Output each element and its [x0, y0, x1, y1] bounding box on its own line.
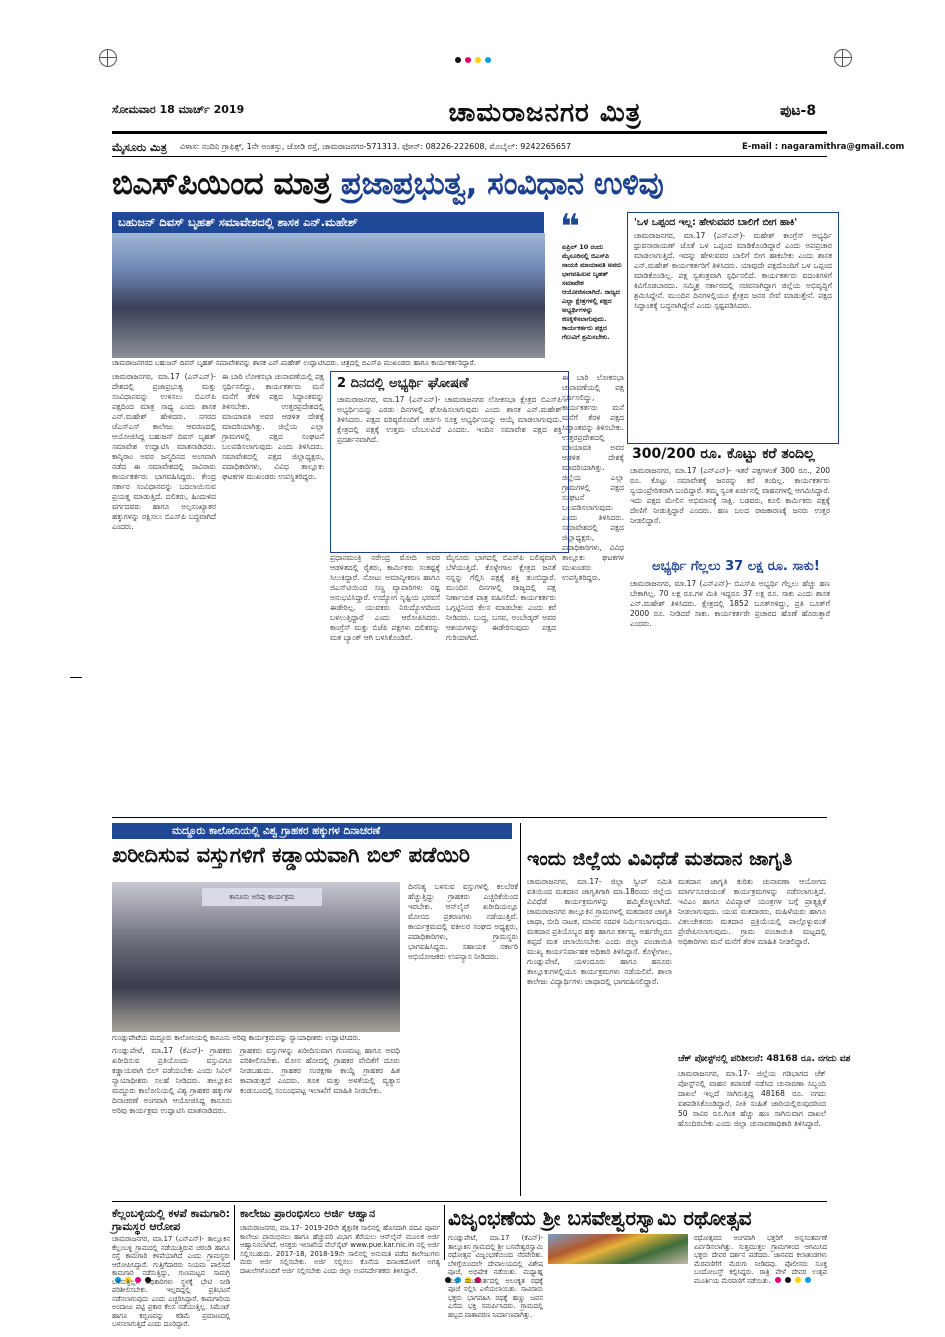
lead-headline — [112, 166, 837, 203]
voting-body-col1: ಚಾಮರಾಜನಗರ, ಮಾ.17- ಜಿಲ್ಲಾ ಸ್ವೀಪ್ ಸಮಿತಿ ವತಿಯಿಂದ ಮತದಾನ ಜಾಗೃತಿಗಾಗಿ ಮಾ.18ರಂದು ಜಿಲ್ಲೆಯ ವಿವಿಧೆಡೆ ಕಾರ್ಯಕ್ರಮಗಳನ್ನು ಹಮ್ಮಿಕೊಳ್ಳಲಾಗಿದೆ. ಚಾಮರಾಜನಗರ ತಾಲ್ಲೂಕಿನ ಗ್ರಾಮಗಳಲ್ಲಿ ಮತದಾರರ ಜಾಗೃತಿ ಜಾಥಾ, ಬೀದಿ ನಾಟಕ, ಮಾನವ ಸರಪಳಿ ನಿರ್ಮಿಸಲಾಗುವುದು. ಮತದಾನ ಪ್ರತಿಯೊಬ್ಬರ ಹಕ್ಕು ಹಾಗೂ ಕರ್ತವ್ಯ. ಅರ್ಹರೆಲ್ಲರೂ ತಪ್ಪದೆ ಮತ ಚಲಾಯಿಸಬೇಕು ಎಂದು ಜಿಲ್ಲಾ ಪಂಚಾಯಿತಿ ಮುಖ್ಯ ಕಾರ್ಯನಿರ್ವಾಹಕ ಅಧಿಕಾರಿ ತಿಳಿಸಿದ್ದಾರೆ. ಕೊಳ್ಳೇಗಾಲ, ಗುಂಡ್ಲುಪೇಟೆ, ಯಳಂದೂರು ಹಾಗೂ ಹನೂರು ತಾಲ್ಲೂಕುಗಳಲ್ಲಿಯೂ ಕಾರ್ಯಕ್ರಮಗಳು ನಡೆಯಲಿವೆ. ಶಾಲಾ ಕಾಲೇಜು ವಿದ್ಯಾರ್ಥಿಗಳು ಜಾಥಾದಲ್ಲಿ ಭಾಗವಹಿಸಲಿದ್ದಾರೆ. — [527, 877, 672, 986]
voting-body-col2: ಮತದಾನ ಜಾಗೃತಿ ಕುರಿತು ಚುನಾವಣಾ ಆಯೋಗದ ಮಾರ್ಗಸೂಚಿಯಂತೆ ಕಾರ್ಯಕ್ರಮಗಳನ್ನು ನಡೆಸಲಾಗುತ್ತಿದೆ. ಇವಿಎಂ ಹಾಗೂ ವಿವಿಪ್ಯಾಟ್ ಯಂತ್ರಗಳ ಬಗ್ಗೆ ಪ್ರಾತ್ಯಕ್ಷಿಕೆ ನೀಡಲಾಗುವುದು. ಯುವ ಮತದಾರರು, ಮಹಿಳೆಯರು ಹಾಗೂ ವಿಕಲಚೇತನರು ಮತದಾನ ಪ್ರಕ್ರಿಯೆಯಲ್ಲಿ ಪಾಲ್ಗೊಳ್ಳುವಂತೆ ಪ್ರೇರೇಪಿಸಲಾಗುವುದು. ಗ್ರಾಮ ಪಂಚಾಯಿತಿ ಮಟ್ಟದಲ್ಲಿ ಅಧಿಕಾರಿಗಳು ಮನೆ ಮನೆಗೆ ತೆರಳಿ ಮಾಹಿತಿ ನೀಡಲಿದ್ದಾರೆ. — [678, 877, 826, 946]
masthead-rule — [112, 131, 827, 134]
second-headline: ಖರೀದಿಸುವ ವಸ್ತುಗಳಿಗೆ ಕಡ್ಡಾಯವಾಗಿ ಬಿಲ್ ಪಡೆಯಿರಿ — [112, 843, 470, 867]
second-body-col1: ಗುಂಡ್ಲುಪೇಟೆ, ಮಾ.17 (ಕೆಎನ್)- ಗ್ರಾಹಕರು ಖರೀದಿಸುವ ಪ್ರತಿಯೊಂದು ವಸ್ತುವಿಗೂ ಕಡ್ಡಾಯವಾಗಿ ಬಿಲ್ ಪಡೆಯಬೇಕು ಎಂದು ಸಿವಿಲ್ ನ್ಯಾಯಾಧೀಶರು ಸಲಹೆ ನೀಡಿದರು. ತಾಲ್ಲೂಕಿನ ಮದ್ದೂರು ಕಾಲೋನಿಯಲ್ಲಿ ವಿಶ್ವ ಗ್ರಾಹಕರ ಹಕ್ಕುಗಳ ದಿನಾಚರಣೆ ಅಂಗವಾಗಿ ಆಯೋಜಿಸಿದ್ದ ಕಾನೂನು ಅರಿವು ಕಾರ್ಯಕ್ರಮ ಉದ್ಘಾಟಿಸಿ ಮಾತನಾಡಿದರು. — [112, 1046, 232, 1115]
color-dots — [455, 48, 495, 67]
lead-headline-part2: ಪ್ರಜಾಪ್ರಭುತ್ವ, ಸಂವಿಧಾನ ಉಳಿವು — [340, 166, 664, 202]
quote-mark-icon: ❝ — [560, 207, 580, 247]
contact-email: E-mail : nagaramithra@gmail.com — [742, 142, 905, 152]
second-kicker-bar — [112, 823, 512, 839]
divider — [112, 817, 827, 818]
column-rule — [444, 1205, 445, 1260]
page-number: ಪುಟ-8 — [780, 103, 817, 119]
lead-headline-part1: ಬಿಎಸ್‌ಪಿಯಿಂದ ಮಾತ್ರ — [112, 166, 331, 202]
second-photo — [112, 882, 400, 1032]
story1-title: ಕೆಲ್ಲಂಬಳ್ಳಿಯಲ್ಲಿ ಕಳಪೆ ಕಾಮಗಾರಿ: ಗ್ರಾಮಸ್ಥರ ಆರೋಪ — [112, 1207, 230, 1233]
story3-title: ವಿಜೃಂಭಣೆಯ ಶ್ರೀ ಬಸವೇಶ್ವರಸ್ವಾಮಿ ರಥೋತ್ಸವ — [448, 1206, 752, 1230]
lead-kicker: ಬಹುಜನ್ ದಿವಸ್ ಬೃಹತ್ ಸಮಾವೇಶದಲ್ಲಿ ಶಾಸಕ ಎನ್.ಮಹೇಶ್ — [112, 212, 544, 233]
cash-box-title: ಚೆಕ್ ಪೋಸ್ಟ್‌ನಲ್ಲಿ ಪರಿಶೀಲನೆ: 48168 ರೂ. ನಗದು ವಶ — [678, 1054, 851, 1064]
story2-title: ಕಾಲೇಜು ಪ್ರಾರಂಭಿಸಲು ಅರ್ಜಿ ಆಹ್ವಾನ — [240, 1207, 376, 1220]
second-kicker: ಮದ್ದೂರು ಕಾಲೋನಿಯಲ್ಲಿ ವಿಶ್ವ ಗ್ರಾಹಕರ ಹಕ್ಕುಗಳ ದಿನಾಚರಣೆ — [172, 825, 381, 837]
story2-body: ಚಾಮರಾಜನಗರ, ಮಾ.17- 2019-20ನೇ ಶೈಕ್ಷಣಿಕ ಸಾಲಿನಲ್ಲಿ ಹೊಸದಾಗಿ ಪದವಿ ಪೂರ್ವ ಕಾಲೇಜು ಪ್ರಾರಂಭಿಸಲು ಹಾಗೂ ಹೆಚ್ಚುವರಿ ವಿಭಾಗ ತೆರೆಯಲು ಆನ್‌ಲೈನ್ ಮೂಲಕ ಅರ್ಜಿ ಆಹ್ವಾನಿಸಲಾಗಿದೆ. ಆಸಕ್ತರು ಇಲಾಖೆಯ ವೆಬ್‌ಸೈಟ್ www.pue.kar.nic.in ನಲ್ಲಿ ಅರ್ಜಿ ಸಲ್ಲಿಸಬಹುದು. 2017-18, 2018-19ನೇ ಸಾಲಿನಲ್ಲಿ ಅನುಮತಿ ಪಡೆದ ಕಾಲೇಜುಗಳು ಮರು ಅರ್ಜಿ ಸಲ್ಲಿಸಬೇಕು. ಅರ್ಜಿ ಸಲ್ಲಿಸಲು ಕೊನೆಯ ದಿನಾಂಕದೊಳಗೆ ಅಗತ್ಯ ದಾಖಲೆಗಳೊಂದಿಗೆ ಅರ್ಜಿ ಸಲ್ಲಿಸಬೇಕು ಎಂದು ಜಿಲ್ಲಾ ಉಪನಿರ್ದೇಶಕರು ತಿಳಿಸಿದ್ದಾರೆ. — [240, 1224, 440, 1275]
no-deal-title: 'ಒಳ ಒಪ್ಪಂದ ಇಲ್ಲ: ಹೇಳುವವರ ಬಾಲಿಗೆ ಬೀಗ ಹಾಕಿ' — [634, 217, 798, 228]
publisher-address: ವಿಳಾಸ: ನಂದಿನಿ ಗ್ರಾಫಿಕ್ಸ್, 1ನೇ ಅಂತಸ್ತು, ಜೋಡಿ ರಸ್ತೆ, ಚಾಮರಾಜನಗರ-571313. ಫೋನ್: 08226-222608, ಮೊಬೈಲ್: 9242265657 — [180, 142, 572, 151]
story1-body: ಚಾಮರಾಜನಗರ, ಮಾ.17 (ಎನ್‌ಎನ್)- ತಾಲ್ಲೂಕಿನ ಕೆಲ್ಲಂಬಳ್ಳಿ ಗ್ರಾಮದಲ್ಲಿ ನಡೆಯುತ್ತಿರುವ ಚರಂಡಿ ಹಾಗೂ ರಸ್ತೆ ಕಾಮಗಾರಿ ಕಳಪೆಯಾಗಿದೆ ಎಂದು ಗ್ರಾಮಸ್ಥರು ಆರೋಪಿಸಿದ್ದಾರೆ. ಗುತ್ತಿಗೆದಾರರು ನಿಯಮ ಪಾಲಿಸದೆ ಕಾಮಗಾರಿ ನಡೆಸುತ್ತಿದ್ದು, ಗುಣಮಟ್ಟದ ಸಾಮಗ್ರಿ ಬಳಸುತ್ತಿಲ್ಲ. ಅಧಿಕಾರಿಗಳು ಸ್ಥಳಕ್ಕೆ ಭೇಟಿ ನೀಡಿ ಪರಿಶೀಲಿಸಬೇಕು. ಇಲ್ಲದಿದ್ದಲ್ಲಿ ಪ್ರತಿಭಟನೆ ನಡೆಸಲಾಗುವುದು ಎಂದು ಎಚ್ಚರಿಸಿದ್ದಾರೆ. ಕಾಮಗಾರಿಯ ಅಂದಾಜು ಪಟ್ಟಿ ಪ್ರಕಾರ ಕೆಲಸ ನಡೆಯುತ್ತಿಲ್ಲ. ಸಿಮೆಂಟ್ ಹಾಗೂ ಕಬ್ಬಿಣವನ್ನು ಕಡಿಮೆ ಪ್ರಮಾಣದಲ್ಲಿ ಬಳಸಲಾಗುತ್ತಿದೆ ಎಂದು ದೂರಿದ್ದಾರೆ. — [112, 1235, 230, 1328]
chariot-photo — [548, 1234, 688, 1264]
lead-body-col2: ಈ ಬಾರಿ ಲೋಕಸಭಾ ಚುನಾವಣೆಯಲ್ಲಿ ಪಕ್ಷ ಸ್ಪರ್ಧಿಸಲಿದ್ದು, ಕಾರ್ಯಕರ್ತರು ಮನೆ ಮನೆಗೆ ತೆರಳಿ ಪಕ್ಷದ ಸಿದ್ಧಾಂತವನ್ನು ತಿಳಿಸಬೇಕು. ಉತ್ತರಪ್ರದೇಶದಲ್ಲಿ ಮಾಯಾವತಿ ಅವರ ಆಡಳಿತ ದೇಶಕ್ಕೆ ಮಾದರಿಯಾಗಿತ್ತು. ಜಿಲ್ಲೆಯ ಎಲ್ಲಾ ಗ್ರಾಮಗಳಲ್ಲಿ ಪಕ್ಷದ ಸಂಘಟನೆ ಬಲಪಡಿಸಲಾಗುವುದು ಎಂದು ತಿಳಿಸಿದರು. ಸಮಾವೇಶದಲ್ಲಿ ಪಕ್ಷದ ಜಿಲ್ಲಾಧ್ಯಕ್ಷರು, ಪದಾಧಿಕಾರಿಗಳು, ವಿವಿಧ ತಾಲ್ಲೂಕು ಘಟಕಗಳ ಮುಖಂಡರು ಉಪಸ್ಥಿತರಿದ್ದರು. — [222, 372, 324, 481]
crop-mark — [70, 677, 82, 678]
voting-headline: ಇಂದು ಜಿಲ್ಲೆಯ ವಿವಿಧೆಡೆ ಮತದಾನ ಜಾಗೃತಿ — [527, 848, 793, 870]
lead-photo — [112, 233, 545, 358]
budget-box-body: ಚಾಮರಾಜನಗರ, ಮಾ.17 (ಎನ್‌ಎನ್)- ಬಿಎಸ್‌ಪಿ ಅಭ್ಯರ್ಥಿ ಗೆಲ್ಲಲು ಹೆಚ್ಚು ಹಣ ಬೇಕಾಗಿಲ್ಲ. 70 ಲಕ್ಷ ರೂ.ಗಳ ಮಿತಿ ಇದ್ದರೂ 37 ಲಕ್ಷ ರೂ. ಸಾಕು ಎಂದು ಶಾಸಕ ಎನ್.ಮಹೇಶ್ ತಿಳಿಸಿದರು. ಕ್ಷೇತ್ರದಲ್ಲಿ 1852 ಬೂತ್‌ಗಳಿದ್ದು, ಪ್ರತಿ ಬೂತ್‌ಗೆ 2000 ರೂ. ನೀಡಿದರೆ ಸಾಕು. ಕಾರ್ಯಕರ್ತರೇ ಪ್ರಚಾರದ ಹೊಣೆ ಹೊರುತ್ತಾರೆ ಎಂದರು. — [630, 579, 830, 628]
registration-mark-icon — [834, 49, 852, 67]
registration-mark-icon — [99, 49, 117, 67]
cash-box-body: ಚಾಮರಾಜನಗರ, ಮಾ.17- ಜಿಲ್ಲೆಯ ಗಡಿಭಾಗದ ಚೆಕ್ ಪೋಸ್ಟ್‌ನಲ್ಲಿ ವಾಹನ ತಪಾಸಣೆ ನಡೆಸಿದ ಚುನಾವಣಾ ಸಿಬ್ಬಂದಿ ದಾಖಲೆ ಇಲ್ಲದೆ ಸಾಗಿಸುತ್ತಿದ್ದ 48168 ರೂ. ನಗದು ವಶಪಡಿಸಿಕೊಂಡಿದ್ದಾರೆ. ನೀತಿ ಸಂಹಿತೆ ಜಾರಿಯಲ್ಲಿರುವುದರಿಂದ 50 ಸಾವಿರ ರೂ.ಗಿಂತ ಹೆಚ್ಚು ಹಣ ಸಾಗಿಸುವಾಗ ದಾಖಲೆ ಹೊಂದಿರಬೇಕು ಎಂದು ಜಿಲ್ಲಾ ಚುನಾವಣಾಧಿಕಾರಿ ತಿಳಿಸಿದ್ದಾರೆ. — [678, 1069, 826, 1128]
lead-body-col5: ಈ ಬಾರಿ ಲೋಕಸಭಾ ಚುನಾವಣೆಯಲ್ಲಿ ಪಕ್ಷ ಸ್ಪರ್ಧಿಸಲಿದ್ದು, ಕಾರ್ಯಕರ್ತರು ಮನೆ ಮನೆಗೆ ತೆರಳಿ ಪಕ್ಷದ ಸಿದ್ಧಾಂತವನ್ನು ತಿಳಿಸಬೇಕು. ಉತ್ತರಪ್ರದೇಶದಲ್ಲಿ ಮಾಯಾವತಿ ಅವರ ಆಡಳಿತ ದೇಶಕ್ಕೆ ಮಾದರಿಯಾಗಿತ್ತು. ಜಿಲ್ಲೆಯ ಎಲ್ಲಾ ಗ್ರಾಮಗಳಲ್ಲಿ ಪಕ್ಷದ ಸಂಘಟನೆ ಬಲಪಡಿಸಲಾಗುವುದು ಎಂದು ತಿಳಿಸಿದರು. ಸಮಾವೇಶದಲ್ಲಿ ಪಕ್ಷದ ಜಿಲ್ಲಾಧ್ಯಕ್ಷರು, ಪದಾಧಿಕಾರಿಗಳು, ವಿವಿಧ ತಾಲ್ಲೂಕು ಘಟಕಗಳ ಮುಖಂಡರು ಉಪಸ್ಥಿತರಿದ್ದರು. — [562, 373, 624, 582]
story3-body2: ರಥೋತ್ಸವದ ಅಂಗವಾಗಿ ಭಕ್ತರಿಗೆ ಅನ್ನಸಂತರ್ಪಣೆ ಏರ್ಪಡಿಸಲಾಗಿತ್ತು. ಸುತ್ತಮುತ್ತಲ ಗ್ರಾಮಗಳಿಂದ ಆಗಮಿಸಿದ ಭಕ್ತರು ದೇವರ ದರ್ಶನ ಪಡೆದರು. ಜಾನಪದ ಕಲಾತಂಡಗಳು ಮೆರವಣಿಗೆಗೆ ಮೆರುಗು ನೀಡಿದವು. ಪೊಲೀಸರು ಸೂಕ್ತ ಬಂದೋಬಸ್ತ್ ಕಲ್ಪಿಸಿದ್ದರು. ರಾತ್ರಿ ವೇಳೆ ದೇವರ ಉತ್ಸವ ಮೂರ್ತಿಯ ಮೆರವಣಿಗೆ ನಡೆಯಿತು. — [694, 1234, 827, 1285]
story3-body1: ಗುಂಡ್ಲುಪೇಟೆ, ಮಾ.17 (ಕೆಎನ್)- ತಾಲ್ಲೂಕಿನ ಗ್ರಾಮದಲ್ಲಿ ಶ್ರೀ ಬಸವೇಶ್ವರಸ್ವಾಮಿ ರಥೋತ್ಸವ ವಿಜೃಂಭಣೆಯಿಂದ ನೆರವೇರಿತು. ಬೆಳಿಗ್ಗೆಯಿಂದಲೇ ದೇವಾಲಯದಲ್ಲಿ ವಿಶೇಷ ಪೂಜೆ, ಅಭಿಷೇಕ ನಡೆಯಿತು. ಮಧ್ಯಾಹ್ನ ಶುಭ ಮುಹೂರ್ತದಲ್ಲಿ ಅಲಂಕೃತ ರಥಕ್ಕೆ ಪೂಜೆ ಸಲ್ಲಿಸಿ ಎಳೆಯಲಾಯಿತು. ಸಾವಿರಾರು ಭಕ್ತರು ಭಾಗವಹಿಸಿ ರಥಕ್ಕೆ ಹಣ್ಣು ಜವನ ಎಸೆದು ಭಕ್ತಿ ಸಮರ್ಪಿಸಿದರು. ಗ್ರಾಮದಲ್ಲಿ ಹಬ್ಬದ ವಾತಾವರಣ ನಿರ್ಮಾಣವಾಗಿತ್ತು. — [448, 1234, 543, 1319]
divider — [112, 156, 827, 157]
lead-quote-short: ಏಪ್ರಿಲ್ 10 ರಂದು ಮೈಸೂರಿನಲ್ಲಿ ಬಿಎಸ್‌ಪಿ ನಾಯಕಿ ಮಾಯಾವತಿ ಅವರು ಭಾಗವಹಿಸುವ ಬೃಹತ್ ಸಮಾವೇಶ ಆಯೋಜಿಸಲಾಗಿದೆ. ರಾಜ್ಯದ ಎಲ್ಲಾ ಕ್ಷೇತ್ರಗಳಲ್ಲಿ ಪಕ್ಷದ ಅಭ್ಯರ್ಥಿಗಳನ್ನು ಕಣಕ್ಕಿಳಿಸಲಾಗುವುದು. ಕಾರ್ಯಕರ್ತರು ಪಕ್ಷದ ಗೆಲುವಿಗೆ ಶ್ರಮಿಸಬೇಕು. — [562, 243, 622, 341]
budget-box-title: ಅಭ್ಯರ್ಥಿ ಗೆಲ್ಲಲು 37 ಲಕ್ಷ ರೂ. ಸಾಕು! — [652, 559, 820, 574]
money-box-body: ಚಾಮರಾಜನಗರ, ಮಾ.17 (ಎನ್‌ಎನ್)- ಇತರೆ ಪಕ್ಷಗಳಂತೆ 300 ರೂ., 200 ರೂ. ಕೊಟ್ಟು ಸಮಾವೇಶಕ್ಕೆ ಜನರನ್ನು ಕರೆ ತಂದಿಲ್ಲ. ಕಾರ್ಯಕರ್ತರು ಸ್ವಯಂಪ್ರೇರಿತರಾಗಿ ಬಂದಿದ್ದಾರೆ. ತಮ್ಮ ಸ್ವಂತ ಖರ್ಚಿನಲ್ಲಿ ವಾಹನಗಳಲ್ಲಿ ಆಗಮಿಸಿದ್ದಾರೆ. ಇದು ಪಕ್ಷದ ಮೇಲಿನ ಅಭಿಮಾನಕ್ಕೆ ಸಾಕ್ಷಿ. ಬಡವರು, ಕೂಲಿ ಕಾರ್ಮಿಕರು ಪಕ್ಷಕ್ಕೆ ದೇಣಿಗೆ ನೀಡುತ್ತಿದ್ದಾರೆ ಎಂದರು. ಹಣ ಬಲದ ರಾಜಕಾರಣಕ್ಕೆ ಜನರು ಉತ್ತರ ನೀಡಲಿದ್ದಾರೆ. — [630, 466, 830, 525]
divider — [112, 1201, 827, 1202]
lead-body-col4: ಮೈಸೂರು ಭಾಗದಲ್ಲಿ ಬಿಎಸ್‌ಪಿ ಬಲಿಷ್ಠವಾಗಿ ಬೆಳೆಯುತ್ತಿದೆ. ಕೊಳ್ಳೇಗಾಲ ಕ್ಷೇತ್ರದ ಜನತೆ ನನ್ನನ್ನು ಗೆಲ್ಲಿಸಿ ಪಕ್ಷಕ್ಕೆ ಶಕ್ತಿ ತುಂಬಿದ್ದಾರೆ. ಮುಂದಿನ ದಿನಗಳಲ್ಲಿ ರಾಜ್ಯದಲ್ಲಿ ಪಕ್ಷ ನಿರ್ಣಾಯಕ ಪಾತ್ರ ವಹಿಸಲಿದೆ. ಕಾರ್ಯಕರ್ತರು ಒಗ್ಗಟ್ಟಿನಿಂದ ಕೆಲಸ ಮಾಡಬೇಕು ಎಂದು ಕರೆ ನೀಡಿದರು. ಬುದ್ಧ, ಬಸವ, ಅಂಬೇಡ್ಕರ್ ಅವರ ಆಶಯಗಳನ್ನು ಈಡೇರಿಸುವುದು ಪಕ್ಷದ ಗುರಿಯಾಗಿದೆ. — [446, 553, 556, 642]
candidate-box — [330, 371, 569, 553]
lead-photo-caption: ಚಾಮರಾಜನಗರದ ಬಹುಜನ್ ದಿವಸ್ ಬೃಹತ್ ಸಮಾವೇಶವನ್ನು ಶಾಸಕ ಎನ್.ಮಹೇಶ್ ಉದ್ಘಾಟಿಸಿದರು. ಚಿತ್ರದಲ್ಲಿ ಬಿಎಸ್‌ಪಿ ಮುಖಂಡರು ಹಾಗೂ ಕಾರ್ಯಕರ್ತರಿದ್ದಾರೆ. — [112, 359, 476, 367]
no-deal-body: ಚಾಮರಾಜನಗರ, ಮಾ.17 (ಎನ್‌ಎನ್)- ಮಹೇಶ್ ಕಾಂಗ್ರೆಸ್ ಅಭ್ಯರ್ಥಿ ಧ್ರುವನಾರಾಯಣ್ ಜೊತೆ ಒಳ ಒಪ್ಪಂದ ಮಾಡಿಕೊಂಡಿದ್ದಾರೆ ಎಂದು ಅಪಪ್ರಚಾರ ಮಾಡಲಾಗುತ್ತಿದೆ. ಇದನ್ನು ಹೇಳುವವರ ಬಾಲಿಗೆ ಬೀಗ ಹಾಕಬೇಕು ಎಂದು ಶಾಸಕ ಎನ್.ಮಹೇಶ್ ಕಾರ್ಯಕರ್ತರಿಗೆ ತಿಳಿಸಿದರು. ಯಾವುದೇ ಪಕ್ಷದೊಂದಿಗೆ ಒಳ ಒಪ್ಪಂದ ಮಾಡಿಕೊಂಡಿಲ್ಲ. ಪಕ್ಷ ಸ್ವತಂತ್ರವಾಗಿ ಸ್ಪರ್ಧಿಸಲಿದೆ. ಕಾರ್ಯಕರ್ತರು ವದಂತಿಗಳಿಗೆ ಕಿವಿಗೊಡಬಾರದು. ಸಮ್ಮಿಶ್ರ ಸರ್ಕಾರದಲ್ಲಿ ಸಚಿವನಾಗಿದ್ದಾಗ ಜಿಲ್ಲೆಯ ಅಭಿವೃದ್ಧಿಗೆ ಶ್ರಮಿಸಿದ್ದೇನೆ. ಮುಂದಿನ ದಿನಗಳಲ್ಲಿಯೂ ಕ್ಷೇತ್ರದ ಜನರ ಸೇವೆ ಮಾಡುತ್ತೇನೆ. ಪಕ್ಷದ ಸಿದ್ಧಾಂತಕ್ಕೆ ಬದ್ಧನಾಗಿದ್ದೇನೆ ಎಂದು ಸ್ಪಷ್ಟಪಡಿಸಿದರು. — [634, 231, 832, 310]
second-body-col2: ಗ್ರಾಹಕರು ವಸ್ತುಗಳನ್ನು ಖರೀದಿಸುವಾಗ ಗುಣಮಟ್ಟ ಹಾಗೂ ಅವಧಿ ಪರಿಶೀಲಿಸಬೇಕು. ಮೋಸ ಹೋದಲ್ಲಿ ಗ್ರಾಹಕರ ವೇದಿಕೆಗೆ ದೂರು ನೀಡಬಹುದು. ಗ್ರಾಹಕರ ಸಂರಕ್ಷಣಾ ಕಾಯ್ದೆ ಗ್ರಾಹಕರ ಹಿತ ಕಾಪಾಡುತ್ತದೆ ಎಂದರು. ತೂಕ ಮತ್ತು ಅಳತೆಯಲ್ಲಿ ವ್ಯತ್ಯಾಸ ಕಂಡುಬಂದಲ್ಲಿ ಸಂಬಂಧಪಟ್ಟ ಇಲಾಖೆಗೆ ಮಾಹಿತಿ ನೀಡಬೇಕು. — [240, 1046, 400, 1095]
quote-box — [555, 207, 625, 362]
candidate-box-title: 2 ದಿನದಲ್ಲಿ ಅಭ್ಯರ್ಥಿ ಘೋಷಣೆ — [337, 376, 469, 391]
lead-body-col1: ಚಾಮರಾಜನಗರ, ಮಾ.17 (ಎನ್‌ಎನ್)- ದೇಶದಲ್ಲಿ ಪ್ರಜಾಪ್ರಭುತ್ವ ಮತ್ತು ಸಂವಿಧಾನವನ್ನು ಉಳಿಸಲು ಬಿಎಸ್‌ಪಿ ಪಕ್ಷದಿಂದ ಮಾತ್ರ ಸಾಧ್ಯ ಎಂದು ಶಾಸಕ ಎನ್.ಮಹೇಶ್ ಹೇಳಿದರು. ನಗರದ ಜೆಎಸ್‌ಎಸ್ ಕಾಲೇಜು ಆವರಣದಲ್ಲಿ ಆಯೋಜಿಸಿದ್ದ ಬಹುಜನ್ ದಿವಸ್ ಬೃಹತ್ ಸಮಾವೇಶ ಉದ್ಘಾಟಿಸಿ ಮಾತನಾಡಿದರು. ಕಾನ್ಶಿರಾಂ ಅವರ ಜನ್ಮದಿನದ ಅಂಗವಾಗಿ ನಡೆದ ಈ ಸಮಾವೇಶದಲ್ಲಿ ಸಾವಿರಾರು ಕಾರ್ಯಕರ್ತರು ಭಾಗವಹಿಸಿದ್ದರು. ಕೇಂದ್ರ ಸರ್ಕಾರ ಸಂವಿಧಾನವನ್ನು ಬದಲಾಯಿಸುವ ಪ್ರಯತ್ನ ಮಾಡುತ್ತಿದೆ. ದಲಿತರು, ಹಿಂದುಳಿದ ವರ್ಗದವರು ಹಾಗೂ ಅಲ್ಪಸಂಖ್ಯಾತರ ಹಕ್ಕುಗಳನ್ನು ರಕ್ಷಿಸಲು ಬಿಎಸ್‌ಪಿ ಬದ್ಧವಾಗಿದೆ ಎಂದರು. — [112, 372, 216, 531]
lead-body-col3: ಪ್ರಧಾನಮಂತ್ರಿ ನರೇಂದ್ರ ಮೋದಿ ಅವರ ಆಡಳಿತದಲ್ಲಿ ರೈತರು, ಕಾರ್ಮಿಕರು ಸಂಕಷ್ಟಕ್ಕೆ ಸಿಲುಕಿದ್ದಾರೆ. ನೋಟು ಅಮಾನ್ಯೀಕರಣ ಹಾಗೂ ಜಿಎಸ್‌ಟಿಯಿಂದ ಸಣ್ಣ ವ್ಯಾಪಾರಿಗಳು ನಷ್ಟ ಅನುಭವಿಸಿದ್ದಾರೆ. ಉದ್ಯೋಗ ಸೃಷ್ಟಿಯ ಭರವಸೆ ಈಡೇರಿಲ್ಲ. ಯುವಕರು ನಿರುದ್ಯೋಗದಿಂದ ಬಳಲುತ್ತಿದ್ದಾರೆ ಎಂದು ಆರೋಪಿಸಿದರು. ಕಾಂಗ್ರೆಸ್ ಮತ್ತು ಬಿಜೆಪಿ ಪಕ್ಷಗಳು ದಲಿತರನ್ನು ಮತ ಬ್ಯಾಂಕ್ ಆಗಿ ಬಳಸಿಕೊಂಡಿವೆ. — [330, 553, 440, 642]
edition-label: ಮೈಸೂರು ಮಿತ್ರ — [112, 141, 167, 154]
column-rule — [520, 823, 521, 1196]
newspaper-title: ಚಾಮರಾಜನಗರ ಮಿತ್ರ — [448, 98, 642, 128]
second-body-col3: ದಿನನಿತ್ಯ ಬಳಸುವ ವಸ್ತುಗಳಲ್ಲಿ ಕಲಬೆರಕೆ ಹೆಚ್ಚುತ್ತಿದ್ದು ಗ್ರಾಹಕರು ಎಚ್ಚರಿಕೆಯಿಂದ ಇರಬೇಕು. ಆನ್‌ಲೈನ್ ಖರೀದಿಯಲ್ಲೂ ಮೋಸದ ಪ್ರಕರಣಗಳು ನಡೆಯುತ್ತಿವೆ. ಕಾರ್ಯಕ್ರಮದಲ್ಲಿ ವಕೀಲರ ಸಂಘದ ಅಧ್ಯಕ್ಷರು, ಪದಾಧಿಕಾರಿಗಳು, ಗ್ರಾಮಸ್ಥರು ಭಾಗವಹಿಸಿದ್ದರು. ಸಹಾಯಕ ಸರ್ಕಾರಿ ಅಭಿಯೋಜಕರು ಉಪನ್ಯಾಸ ನೀಡಿದರು. — [408, 882, 518, 961]
money-box-title: 300/200 ರೂ. ಕೊಟ್ಟು ಕರೆ ತಂದಿಲ್ಲ — [632, 446, 815, 462]
no-deal-box — [627, 212, 839, 444]
second-photo-banner: ಕಾನೂನು ಅರಿವು ಕಾರ್ಯಕ್ರಮ — [202, 888, 322, 906]
candidate-box-body: ಚಾಮರಾಜನಗರ, ಮಾ.17 (ಎನ್‌ಎನ್)- ಚಾಮರಾಜನಗರ ಲೋಕಸಭಾ ಕ್ಷೇತ್ರದ ಬಿಎಸ್‌ಪಿ ಅಭ್ಯರ್ಥಿಯನ್ನು ಎರಡು ದಿನಗಳಲ್ಲಿ ಘೋಷಿಸಲಾಗುವುದು ಎಂದು ಶಾಸಕ ಎನ್.ಮಹೇಶ್ ತಿಳಿಸಿದರು. ಪಕ್ಷದ ವರಿಷ್ಠರೊಂದಿಗೆ ಚರ್ಚಿಸಿ ಸೂಕ್ತ ಅಭ್ಯರ್ಥಿಯನ್ನು ಆಯ್ಕೆ ಮಾಡಲಾಗುವುದು. ಕ್ಷೇತ್ರದಲ್ಲಿ ಪಕ್ಷಕ್ಕೆ ಉತ್ತಮ ಬೆಂಬಲವಿದೆ ಎಂದರು. ಇಂದಿನ ಸಮಾವೇಶ ಪಕ್ಷದ ಶಕ್ತಿ ಪ್ರದರ್ಶನವಾಗಿದೆ. — [337, 395, 562, 444]
column-rule — [234, 1205, 235, 1260]
issue-date: ಸೋಮವಾರ 18 ಮಾರ್ಚ್ 2019 — [112, 103, 245, 116]
second-photo-caption: ಗುಂಡ್ಲುಪೇಟೆಯ ಮದ್ದೂರು ಕಾಲೋನಿಯಲ್ಲಿ ಕಾನೂನು ಅರಿವು ಕಾರ್ಯಕ್ರಮವನ್ನು ನ್ಯಾಯಾಧೀಶರು ಉದ್ಘಾಟಿಸಿದರು. — [112, 1034, 361, 1042]
